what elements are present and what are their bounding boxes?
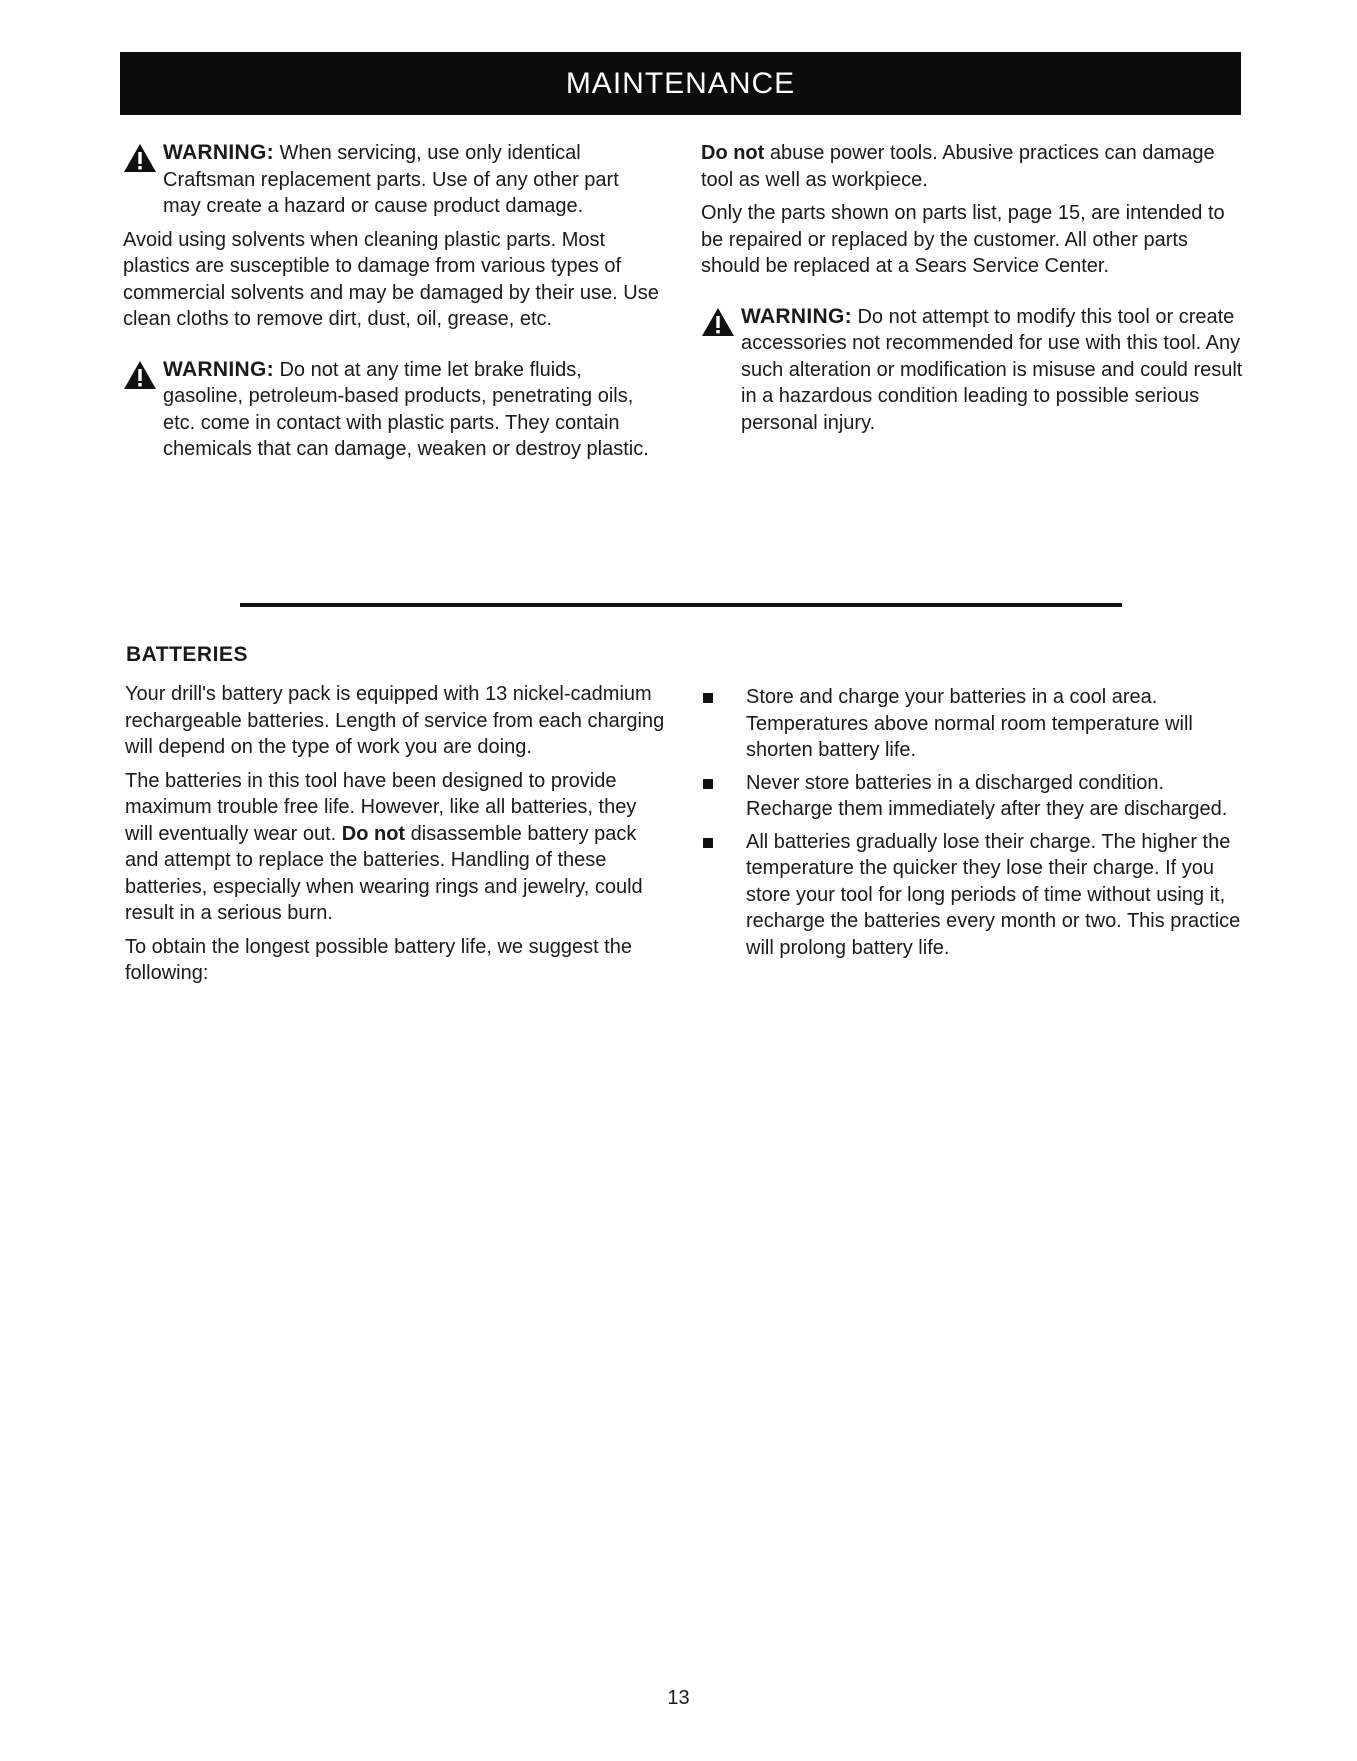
list-item-text: All batteries gradually lose their charge. The higher the temperature the quicker they lose their charge. If you store your tool for long periods of time without using it, recharge the batteries every month or two. This practice will prolong battery life.	[746, 830, 1241, 959]
warning-message: Do not at any time let brake fluids, gasoline, petroleum-based products, penetrating oils, etc. come in contact with plastic parts. They contain chemicals that can damage, weaken or destroy plastic.	[163, 358, 649, 460]
warning-text	[163, 357, 660, 463]
warning-label: WARNING:	[163, 357, 274, 381]
square-bullet-icon	[703, 693, 713, 703]
batteries-paragraph-2-bold: Do not	[341, 822, 406, 845]
warning-label: WARNING:	[741, 304, 852, 328]
warning-text	[741, 304, 1246, 437]
abuse-text: abuse power tools. Abusive practices can damage tool as well as workpiece.	[701, 142, 1215, 191]
warning-triangle-icon	[701, 304, 741, 337]
battery-tips-list	[703, 684, 1248, 961]
batteries-paragraph-2-end: disassemble battery pack and attempt to replace the batteries. Handling of these batteries, especially when wearing rings and jewelry, could result in a serious burn.	[125, 822, 643, 924]
warning-label: WARNING:	[163, 141, 274, 164]
abuse-paragraph	[701, 140, 1246, 193]
batteries-paragraph-1: Your drill's battery pack is equipped with 13 nickel-cadmium rechargeable batteries. Length of service from each charging will depend on the type of work you are doing.	[125, 683, 665, 758]
batteries-left-column	[125, 681, 665, 994]
warning-message: Do not attempt to modify this tool or create accessories not recommended for use with this tool. Any such alteration or modification is misuse and could result in a hazardous condition leading to possible serious personal injury.	[741, 305, 1243, 434]
batteries-paragraph-3: To obtain the longest possible battery life, we suggest the following:	[125, 935, 632, 984]
list-item	[703, 829, 1248, 962]
right-column	[701, 140, 1246, 436]
warning-block-replacement-parts	[123, 140, 660, 220]
page-number: 13	[667, 1687, 690, 1709]
warning-text	[163, 140, 660, 220]
section-divider	[240, 603, 1122, 607]
page-title: MAINTENANCE	[565, 66, 796, 100]
section-header-bar	[120, 52, 1241, 115]
batteries-right-column	[703, 684, 1248, 967]
abuse-bold: Do not	[701, 142, 765, 164]
parts-paragraph: Only the parts shown on parts list, page 15, are intended to be repaired or replaced by the customer. All other parts should be replaced at a Sears Service Center.	[701, 202, 1225, 277]
warning-block-modify-tool	[701, 304, 1246, 437]
solvents-paragraph: Avoid using solvents when cleaning plastic parts. Most plastics are susceptible to damage from various types of commercial solvents and may be damaged by their use. Use clean cloths to remove dirt, dust, oil, grease, etc.	[123, 228, 659, 330]
batteries-heading: BATTERIES	[126, 643, 248, 666]
list-item-text: Never store batteries in a discharged condition. Recharge them immediately after they are discharged.	[746, 771, 1228, 820]
batteries-paragraph-2	[125, 768, 665, 927]
list-item-text: Store and charge your batteries in a cool area. Temperatures above normal room temperature will shorten battery life.	[746, 686, 1193, 761]
square-bullet-icon	[703, 838, 713, 848]
batteries-paragraph-2-start: The batteries in this tool have been designed to provide maximum trouble free life. However, like all batteries, they will eventually wear out.	[125, 769, 637, 845]
warning-message: When servicing, use only identical Craftsman replacement parts. Use of any other part may create a hazard or cause product damage.	[163, 142, 619, 217]
warning-block-brake-fluids	[123, 357, 660, 463]
warning-triangle-icon	[123, 140, 163, 173]
left-column	[123, 140, 660, 463]
list-item	[703, 684, 1248, 764]
warning-triangle-icon	[123, 357, 163, 390]
square-bullet-icon	[703, 779, 713, 789]
list-item	[703, 770, 1248, 823]
